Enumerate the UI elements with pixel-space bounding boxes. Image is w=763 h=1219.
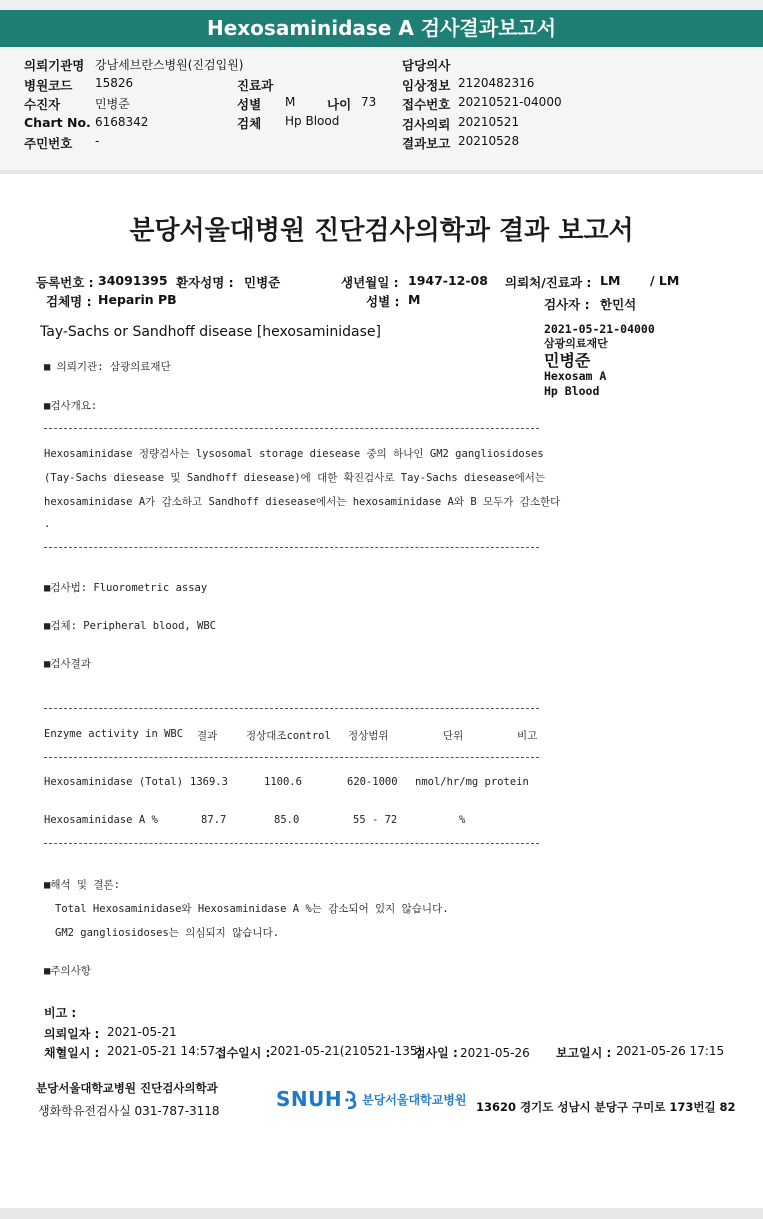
stamp-specimen: Hp Blood [544,384,600,398]
recv-value: 2021-05-21(210521-135) [270,1044,423,1058]
result-heading: ■검사결과 [44,658,91,670]
footer-bar [0,1208,763,1219]
specimen-value: Hp Blood [285,114,340,128]
reg-value: 34091395 [98,273,168,288]
test-name: Tay-Sachs or Sandhoff disease [hexosaminidase] [40,324,381,340]
collect-value: 2021-05-21 14:57 [107,1044,216,1058]
inst-line: ■ 의뢰기관: 삼광의료재단 [44,361,171,373]
banner [0,0,763,50]
table-cell-result: 87.7 [201,814,227,826]
ref-value-2: / LM [650,273,680,288]
conclusion-line-2: GM2 gangliosidoses는 의심되지 않습니다. [55,927,280,939]
overview-line-1: Hexosaminidase 정량검사는 lysosomal storage diesease 중의 하나인 GM2 gangliosidoses [44,448,544,460]
divider [44,428,539,429]
table-header-unit: 단위 [443,730,464,742]
caution-heading: ■주의사항 [44,965,91,977]
name-label: 환자성명 : [176,275,234,290]
specimen-label: 검체 [237,116,262,131]
overview-line-4: . [44,518,51,530]
report-date-label: 보고일시 : [556,1046,612,1060]
banner-title: Hexosaminidase A 검사결과보고서 [0,10,763,47]
code-value: 15826 [95,76,134,90]
logo-mark-icon [344,1089,358,1109]
stamp-receipt: 2021-05-21-04000 [544,322,655,336]
specimen-line: ■검체: Peripheral blood, WBC [44,620,217,632]
table-cell-unit: % [459,814,466,826]
divider [44,708,539,709]
req-date-label: 의뢰일자 : [44,1027,100,1041]
report-title: 분당서울대병원 진단검사의학과 결과 보고서 [129,216,634,246]
table-cell-name: Hexosaminidase A % [44,814,158,826]
table-header-enzyme: Enzyme activity in WBC [44,728,184,740]
ref-label: 의뢰처/진료과 : [505,275,592,290]
table-cell-unit: nmol/hr/mg protein [415,776,529,788]
patient-label: 수진자 [24,97,61,112]
snuh-logo [276,1084,466,1114]
divider [44,547,539,548]
divider [44,757,539,758]
sex-value: M [285,95,296,109]
table-header-range: 정상범위 [348,730,389,742]
inst-label: 의뢰기관명 [24,58,85,73]
conclusion-heading: ■해석 및 결론: [44,879,121,891]
overview-heading: ■검사개요: [44,400,98,412]
report-label: 결과보고 [402,136,451,151]
patient-value: 민병준 [95,97,130,111]
ref-value-1: LM [600,273,621,288]
report-value: 20210528 [458,134,520,148]
specimen-name-label: 검체명 : [46,294,92,309]
table-header-remark: 비고 [517,730,538,742]
table-cell-range: 55 - 72 [353,814,398,826]
test-date-label: 검사일 : [414,1046,458,1060]
chart-value: 6168342 [95,115,149,129]
table-cell-name: Hexosaminidase (Total) [44,776,184,788]
dob-value: 1947-12-08 [408,273,488,288]
info-label: 임상정보 [402,78,451,93]
table-header-result: 결과 [197,730,218,742]
tester-value: 한민석 [600,297,637,312]
request-value: 20210521 [458,115,520,129]
recv-label: 접수일시 : [215,1046,271,1060]
report-sex-value: M [408,292,421,307]
chart-label: Chart No. [24,115,91,130]
collect-label: 채혈일시 : [44,1046,100,1060]
receipt-label: 접수번호 [402,97,451,112]
table-cell-control: 1100.6 [264,776,302,788]
divider [44,843,539,844]
overview-line-3: hexosaminidase A가 감소하고 Sandhoff diesease에서는 hexosaminidase A와 B 모두가 감소한다 [44,496,561,508]
stamp-inst: 삼광의료재단 [544,337,608,350]
reg-label: 등록번호 : [36,275,94,290]
table-cell-control: 85.0 [274,814,300,826]
table-cell-result: 1369.3 [190,776,228,788]
conclusion-line-1: Total Hexosaminidase와 Hexosaminidase A %는 감소되어 있지 않습니다. [55,903,449,915]
sex-label: 성별 [237,97,262,112]
table-header-control: 정상대조control [246,730,331,742]
age-value: 73 [361,95,377,109]
info-value: 2120482316 [458,76,535,90]
overview-line-2: (Tay-Sachs diesease 및 Sandhoff diesease)에 대한 확진검사로 Tay-Sachs diesease에서는 [44,472,546,484]
remark-label: 비고 : [44,1006,77,1020]
req-date-value: 2021-05-21 [107,1025,177,1039]
specimen-name-value: Heparin PB [98,292,177,307]
stamp-patient: 민병준 [544,351,591,370]
idno-label: 주민번호 [24,136,73,151]
footer-lab: 생화학유전검사실 031-787-3118 [38,1104,220,1118]
method-line: ■검사법: Fluorometric assay [44,582,208,594]
name-value: 민병준 [244,275,281,290]
stamp-test: Hexosam A [544,369,607,383]
footer-dept: 분당서울대학교병원 진단검사의학과 [36,1081,218,1095]
doctor-label: 담당의사 [402,58,451,73]
header-info [0,50,763,170]
table-cell-range: 620-1000 [347,776,398,788]
logo-kr: 분당서울대학교병원 [362,1092,467,1107]
report-sex-label: 성별 : [366,294,400,309]
separator [0,170,763,174]
idno-value: - [95,134,100,148]
report-date-value: 2021-05-26 17:15 [616,1044,725,1058]
dept-label: 진료과 [237,78,274,93]
tester-label: 검사자 : [544,297,590,312]
dob-label: 생년월일 : [341,275,399,290]
logo-text: SNUH [276,1087,343,1111]
request-label: 검사의뢰 [402,117,451,132]
inst-value: 강남세브란스병원(진검입원) [95,58,244,72]
footer-address: 13620 경기도 성남시 분당구 구미로 173번길 82 [476,1100,736,1114]
receipt-value: 20210521-04000 [458,95,562,109]
test-date-value: 2021-05-26 [460,1046,530,1060]
age-label: 나이 [327,97,352,112]
code-label: 병원코드 [24,78,73,93]
